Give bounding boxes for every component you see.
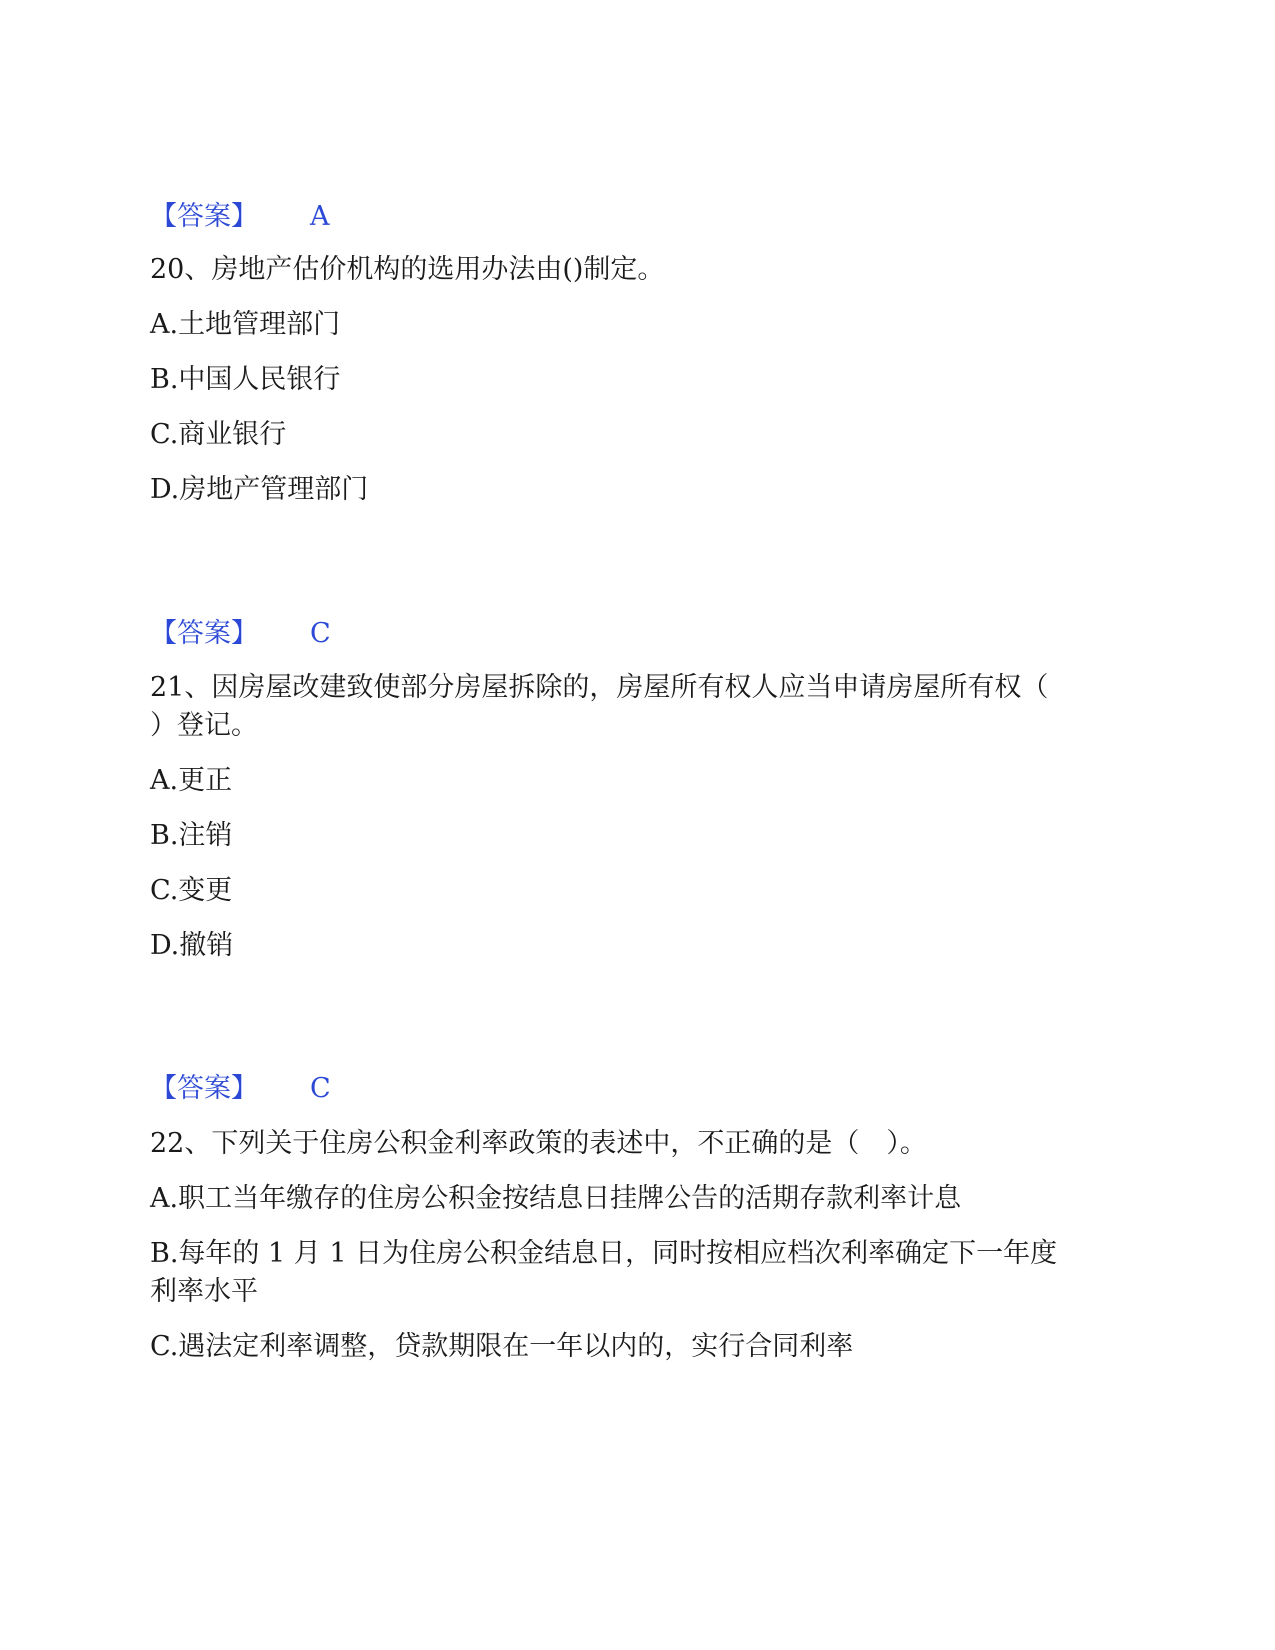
answer-label: 【答案】: [150, 201, 258, 232]
answer-value: C: [310, 618, 331, 649]
option-c: C.变更: [150, 875, 233, 906]
question-22: 22、下列关于住房公积金利率政策的表述中，不正确的是（ ）。: [150, 1128, 927, 1159]
option-b-line-1: B.每年的 1 月 1 日为住房公积金结息日，同时按相应档次利率确定下一年度: [150, 1238, 1058, 1269]
question-21-line-2: ）登记。: [150, 710, 258, 741]
answer-row: [150, 1069, 331, 1109]
answer-row: [150, 614, 331, 654]
option-b: B.中国人民银行: [150, 364, 341, 395]
answer-value: A: [310, 201, 330, 232]
option-a: A.更正: [150, 765, 233, 796]
option-c: C.遇法定利率调整，贷款期限在一年以内的，实行合同利率: [150, 1331, 854, 1362]
question-20: 20、房地产估价机构的选用办法由()制定。: [150, 254, 665, 285]
question-21-line-1: 21、因房屋改建致使部分房屋拆除的，房屋所有权人应当申请房屋所有权（: [150, 672, 1049, 703]
answer-label: 【答案】: [150, 618, 258, 649]
option-a: A.职工当年缴存的住房公积金按结息日挂牌公告的活期存款利率计息: [150, 1183, 962, 1214]
option-b-line-2: 利率水平: [150, 1276, 258, 1307]
option-c: C.商业银行: [150, 419, 287, 450]
answer-label: 【答案】: [150, 1073, 258, 1104]
answer-row: [150, 197, 330, 237]
option-d: D.房地产管理部门: [150, 474, 369, 505]
option-d: D.撤销: [150, 930, 234, 961]
option-a: A.土地管理部门: [150, 309, 341, 340]
answer-value: C: [310, 1073, 331, 1104]
option-b: B.注销: [150, 820, 233, 851]
